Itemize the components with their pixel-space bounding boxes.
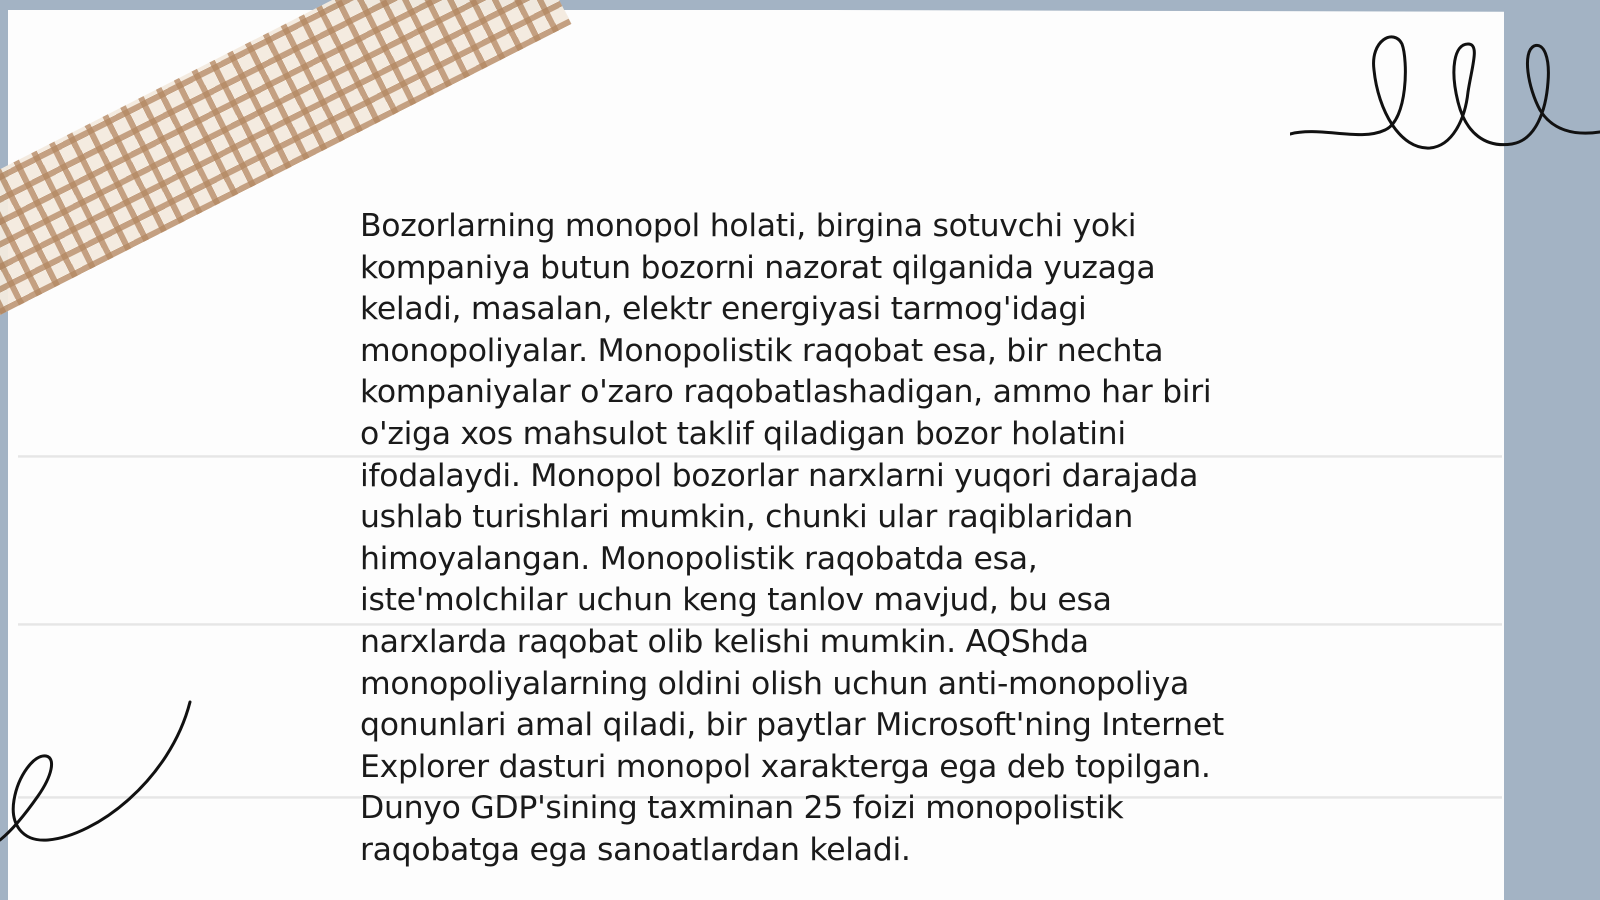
body-paragraph: Bozorlarning monopol holati, birgina sotuvchi yoki kompaniya butun bozorni nazorat qilganida yuzaga keladi, masalan, elektr energiyasi tarmog'idagi monopoliyalar. Monopolistik raqobat esa, bir nechta kompaniyalar o'zaro raqobatlashadigan, ammo har biri o'ziga xos mahsulot taklif qiladigan bozor holatini ifodalaydi. Monopol bozorlar narxlarni yuqori darajada ushlab turishlari mumkin, chunki ular raqiblaridan himoyalangan. Monopolistik raqobatda esa, iste'molchilar uchun keng tanlov mavjud, bu esa narxlarda raqobat olib kelishi mumkin. AQShda monopoliyalarning oldini olish uchun anti-monopoliya qonunlari amal qiladi, bir paytlar Microsoft'ning Internet Explorer dasturi monopol xarakterga ega deb topilgan. Dunyo GDP'sining taxminan 25 foizi monopolistik raqobatga ega sanoatlardan keladi. (360, 208, 1224, 868)
loop-scribble-bottom-left (0, 700, 200, 860)
loop-scribble-top-right (1290, 30, 1600, 170)
